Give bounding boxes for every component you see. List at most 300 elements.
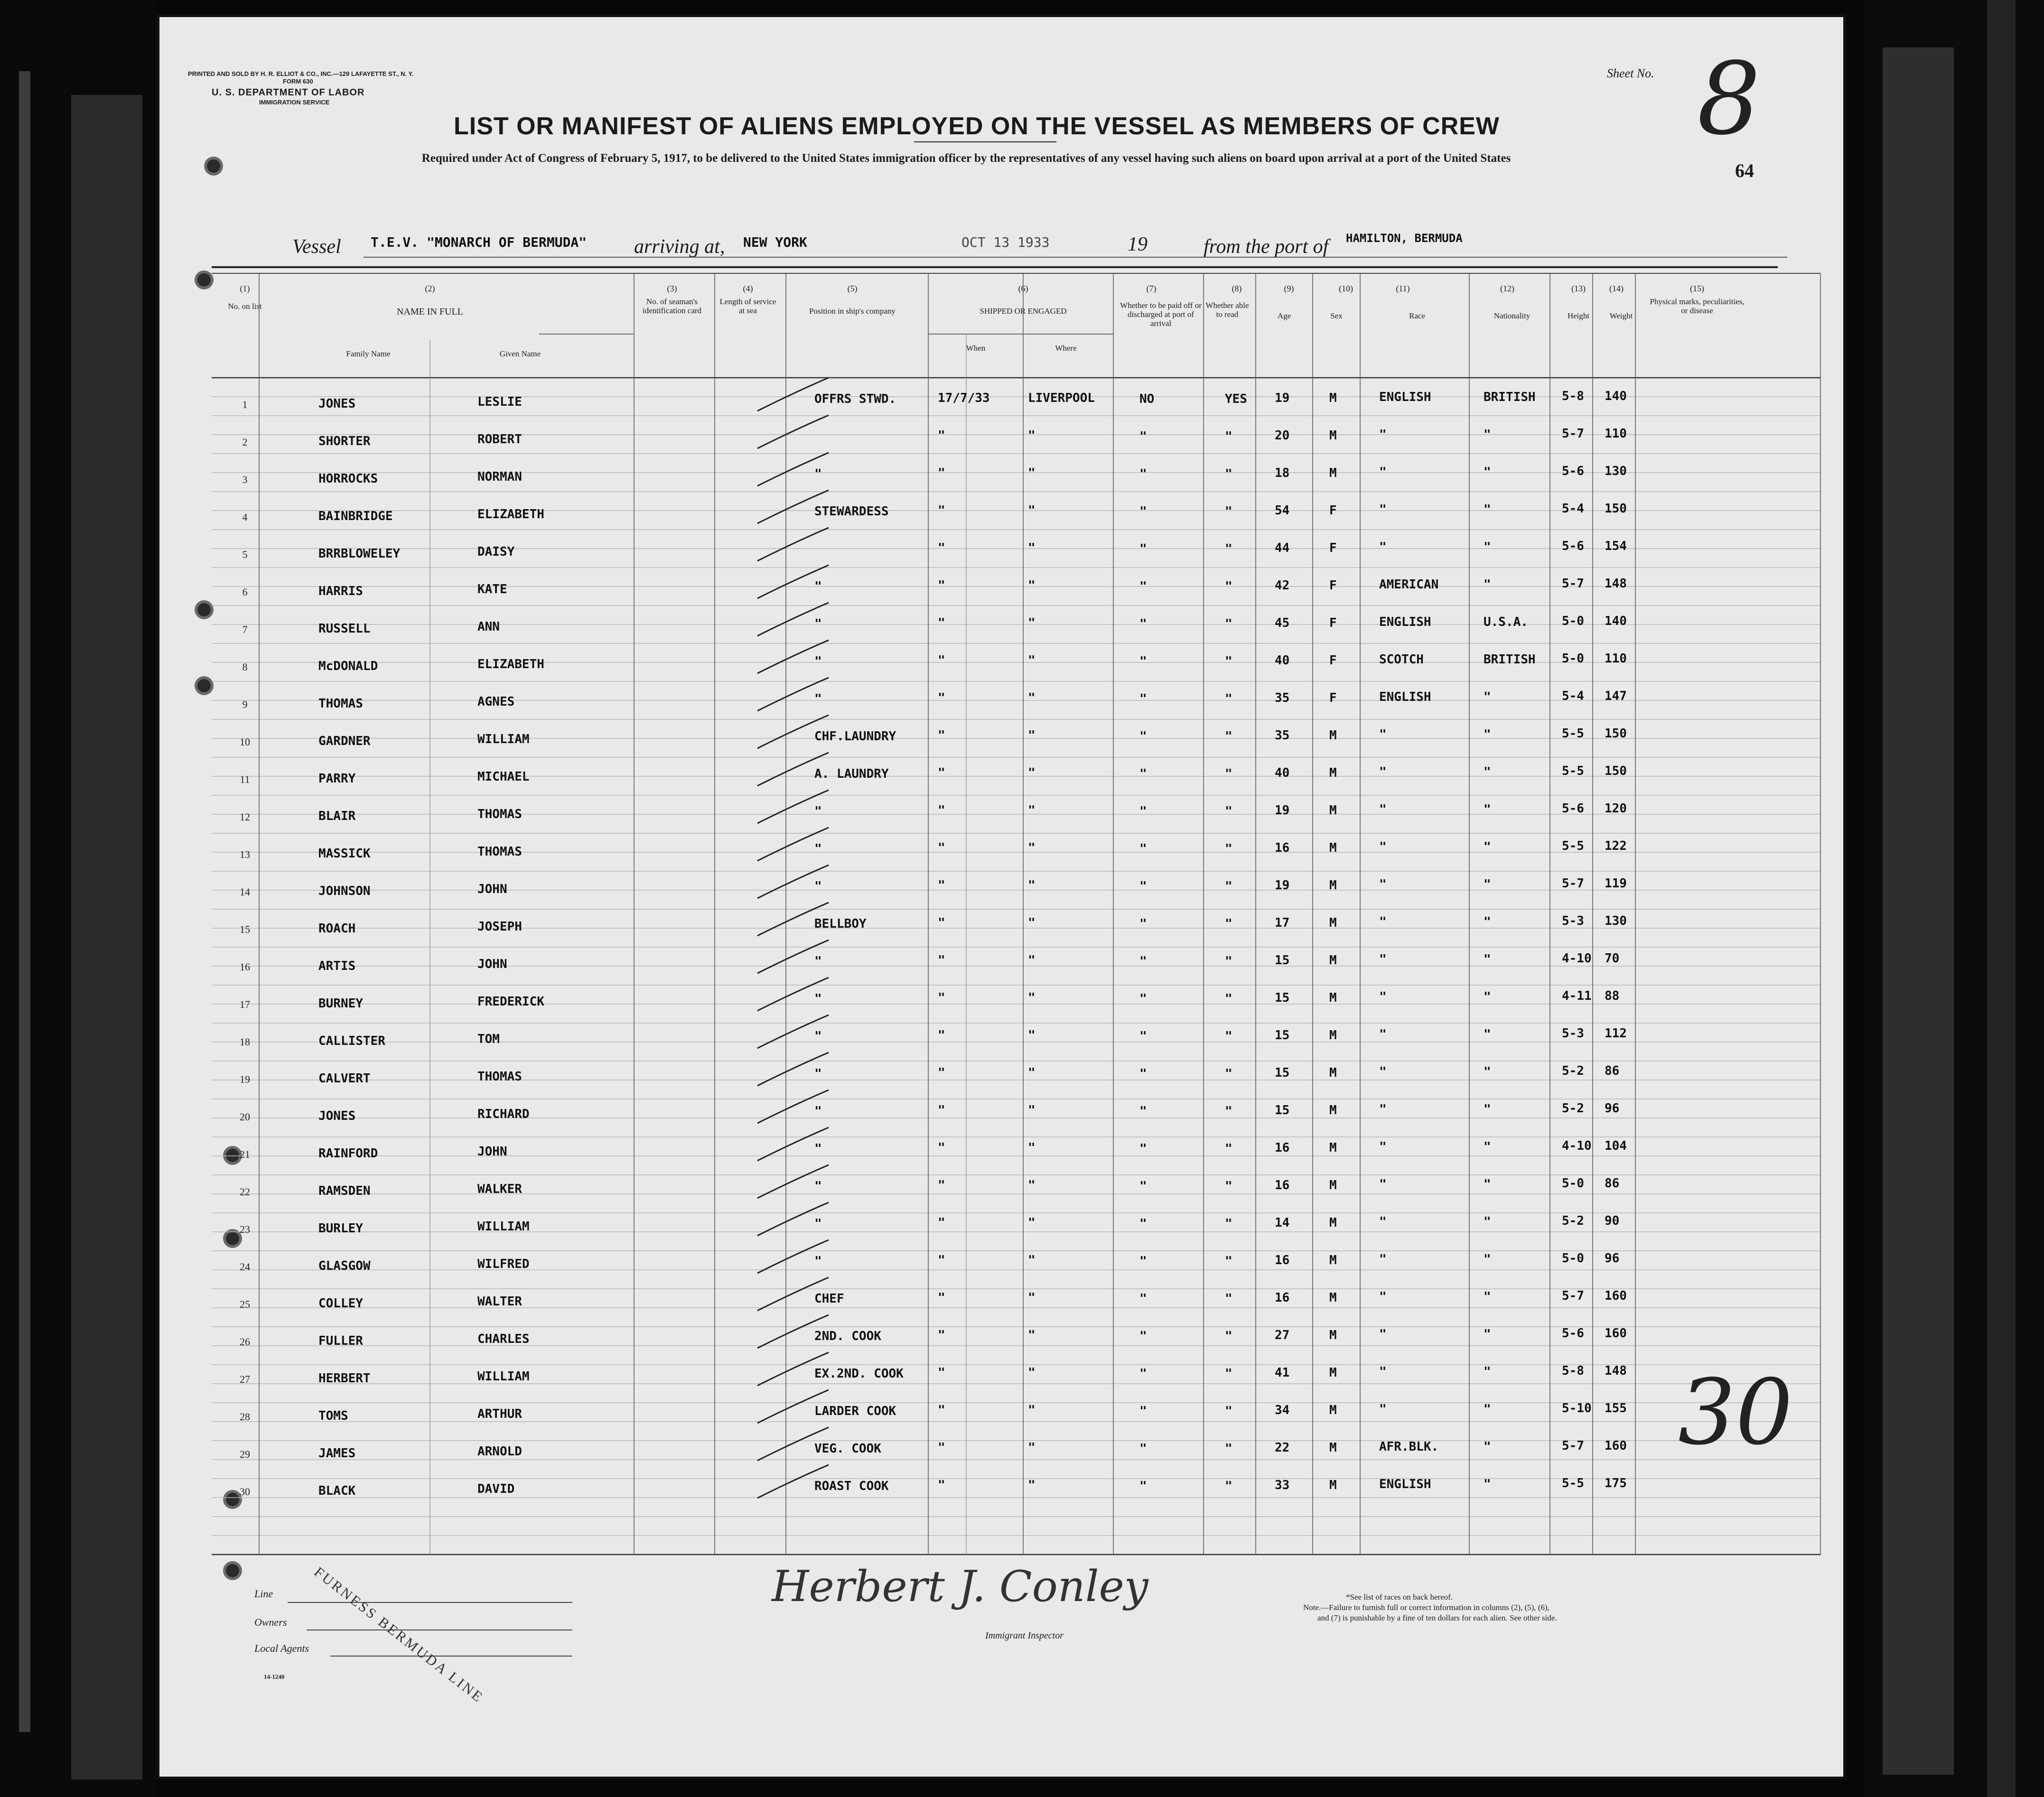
paid-off: " [1139,654,1147,669]
height: 5-8 [1562,389,1584,403]
sex: F [1329,578,1337,593]
sex: F [1329,653,1337,668]
shipped-when: " [938,1178,945,1192]
height: 5-0 [1562,652,1584,666]
position: " [814,467,822,481]
height: 5-0 [1562,1251,1584,1266]
paid-off: " [1139,1179,1147,1193]
paid-off: " [1139,1292,1147,1306]
shipped-where: " [1028,1141,1036,1155]
race: " [1379,952,1387,967]
height: 5-7 [1562,876,1584,891]
given-name: ROBERT [477,432,522,447]
paid-off: " [1139,504,1147,519]
height: 5-3 [1562,914,1584,928]
able-to-read: " [1225,1479,1232,1493]
paid-off: " [1139,1104,1147,1118]
age: 33 [1275,1478,1290,1492]
family-name: RAINFORD [318,1146,378,1161]
departure-port: HAMILTON, BERMUDA [1346,232,1463,245]
row-number: 6 [242,586,248,598]
nationality: " [1484,1177,1491,1192]
paid-off: " [1139,767,1147,781]
shipped-where: " [1028,1253,1036,1267]
column-header-height: Height [1567,311,1590,320]
height: 5-6 [1562,464,1584,478]
column-number: (5) [847,284,858,293]
footer-form-code: 14-1240 [264,1673,285,1680]
family-name: BURLEY [318,1221,363,1236]
row-number: 12 [240,811,250,823]
nationality: " [1484,1365,1491,1379]
line-stamp: FURNESS BERMUDA LINE [311,1564,487,1706]
sheet-label: Sheet No. [1607,66,1654,80]
row-number: 4 [242,511,248,523]
vessel-label: Vessel [292,236,341,258]
height: 5-2 [1562,1101,1584,1116]
shipped-where: " [1028,578,1036,593]
age: 19 [1275,391,1290,405]
binder-left-edge [0,0,157,1797]
column-number: (4) [743,284,753,293]
paid-off: NO [1139,392,1155,406]
weight: 140 [1605,389,1627,403]
position: CHEF [814,1292,844,1306]
row-number: 24 [240,1261,250,1273]
nationality: " [1484,1215,1491,1229]
age: 14 [1275,1216,1290,1230]
able-to-read: " [1225,1254,1232,1268]
position: " [814,1179,822,1193]
shipped-where: " [1028,616,1036,630]
height: 5-5 [1562,764,1584,778]
row-number: 11 [240,773,250,785]
column-number: (11) [1396,284,1410,293]
sheet-number: 8 [1697,41,1761,157]
family-name: SHORTER [318,434,371,448]
shipped-when: " [938,653,945,668]
page-number: 64 [1735,160,1754,181]
given-name: LESLIE [477,395,522,409]
department-name: U. S. DEPARTMENT OF LABOR [212,87,365,98]
race: " [1379,428,1387,442]
given-name: ANN [477,620,500,634]
row-number: 7 [242,624,248,635]
shipped-where: " [1028,728,1036,743]
weight: 148 [1605,577,1627,591]
given-name: AGNES [477,695,515,709]
binder-strip [1987,0,2016,1797]
able-to-read: " [1225,804,1232,819]
sex: F [1329,616,1337,630]
weight: 120 [1605,801,1627,816]
fine-note-line2: and (7) is punishable by a fine of ten dollars for each alien. See other side. [1317,1613,1557,1622]
height: 4-11 [1562,989,1592,1003]
able-to-read: " [1225,1104,1232,1118]
able-to-read: " [1225,992,1232,1006]
binder-strip [71,95,142,1779]
height: 5-7 [1562,427,1584,441]
given-name: WALTER [477,1294,522,1309]
shipped-where: " [1028,1478,1036,1492]
race: " [1379,1365,1387,1379]
age: 16 [1275,1141,1290,1155]
nationality: " [1484,1327,1491,1341]
height: 5-0 [1562,614,1584,628]
nationality: " [1484,1252,1491,1266]
able-to-read: " [1225,954,1232,968]
given-name: ELIZABETH [477,657,544,671]
able-to-read: " [1225,1442,1232,1456]
height: 5-3 [1562,1026,1584,1041]
nationality: BRITISH [1484,652,1536,667]
able-to-read: YES [1225,392,1247,406]
race: " [1379,840,1387,854]
shipped-where: " [1028,466,1036,480]
weight: 130 [1605,464,1627,478]
nationality: U.S.A. [1484,615,1528,629]
shipped-where: " [1028,1441,1036,1455]
given-name: JOHN [477,1145,507,1159]
height: 5-4 [1562,502,1584,516]
able-to-read: " [1225,467,1232,481]
able-to-read: " [1225,1067,1232,1081]
paid-off: " [1139,1479,1147,1493]
sex: M [1329,391,1337,405]
nationality: " [1484,990,1491,1004]
column-header-physical: Physical marks, peculiarities, or disease [1650,297,1745,315]
race: " [1379,1065,1387,1079]
column-number: (1) [240,284,250,293]
column-header-weight: Weight [1609,311,1633,320]
paid-off: " [1139,842,1147,856]
given-name: FREDERICK [477,995,544,1009]
family-name: BLACK [318,1484,356,1498]
shipped-when: " [938,841,945,855]
able-to-read: " [1225,1292,1232,1306]
shipped-when: " [938,766,945,780]
shipped-where: " [1028,1403,1036,1417]
paid-off: " [1139,804,1147,819]
able-to-read: " [1225,654,1232,669]
shipped-where: " [1028,541,1036,555]
race: ENGLISH [1379,690,1431,704]
line-label: Line [254,1588,273,1600]
given-name: JOSEPH [477,920,522,934]
shipped-where: " [1028,878,1036,893]
inspector-label: Immigrant Inspector [985,1630,1064,1641]
binder-strip [19,71,30,1732]
given-name: WILLIAM [477,1369,530,1384]
row-number: 5 [242,549,248,560]
sex: M [1329,991,1337,1005]
able-to-read: " [1225,1329,1232,1343]
shipped-when: " [938,1366,945,1380]
row-number: 9 [242,698,248,710]
age: 15 [1275,1066,1290,1080]
weight: 96 [1605,1101,1620,1116]
row-number: 1 [242,399,248,410]
ledger-grid [159,17,1843,1777]
weight: 130 [1605,914,1627,928]
nationality: " [1484,1477,1491,1491]
handwritten-total: 30 [1678,1360,1793,1465]
weight: 90 [1605,1214,1620,1228]
weight: 147 [1605,689,1627,703]
column-header-length-service: Length of service at sea [719,297,776,315]
paid-off: " [1139,954,1147,968]
shipped-when: " [938,1216,945,1230]
owners-field [307,1629,572,1630]
given-name: ARTHUR [477,1407,522,1421]
weight: 150 [1605,502,1627,516]
shipped-when: " [938,728,945,743]
paid-off: " [1139,879,1147,894]
column-header-where: Where [1055,344,1077,353]
nationality: BRITISH [1484,390,1536,404]
nationality: " [1484,690,1491,704]
nationality: " [1484,952,1491,967]
column-number: (10) [1339,284,1353,293]
column-number: (3) [667,284,677,293]
printer-line: PRINTED AND SOLD BY H. R. ELLIOT & CO., INC.—129 LAFAYETTE ST., N. Y. [188,70,414,77]
given-name: JOHN [477,957,507,971]
paid-off: " [1139,692,1147,706]
column-header-shipped: SHIPPED OR ENGAGED [980,307,1067,316]
sex: M [1329,1441,1337,1455]
sex: M [1329,766,1337,780]
race: " [1379,990,1387,1004]
given-name: WALKER [477,1182,522,1196]
weight: 96 [1605,1251,1620,1266]
age: 35 [1275,691,1290,705]
nationality: " [1484,915,1491,929]
shipped-when: " [938,953,945,968]
row-number: 8 [242,661,248,673]
sex: M [1329,1253,1337,1267]
family-name: HORROCKS [318,472,378,486]
shipped-when: " [938,466,945,480]
paid-off: " [1139,542,1147,556]
given-name: WILFRED [477,1257,530,1271]
nationality: " [1484,727,1491,742]
column-number: (8) [1232,284,1242,293]
shipped-when: " [938,503,945,518]
family-name: BURNEY [318,996,363,1011]
given-name: RICHARD [477,1107,530,1121]
shipped-where: " [1028,503,1036,518]
able-to-read: " [1225,879,1232,894]
row-number: 25 [240,1298,250,1310]
local-agents-field [330,1656,572,1657]
binder-right-edge [1864,0,2044,1797]
sex: M [1329,1028,1337,1043]
shipped-when: " [938,878,945,893]
family-name: PARRY [318,772,356,786]
weight: 119 [1605,876,1627,891]
row-number: 30 [240,1486,250,1498]
weight: 160 [1605,1289,1627,1303]
paid-off: " [1139,917,1147,931]
shipped-where: " [1028,841,1036,855]
family-name: McDONALD [318,659,378,673]
binder-strip [1883,47,1954,1775]
race: ENGLISH [1379,615,1431,629]
shipped-where: " [1028,1366,1036,1380]
height: 5-5 [1562,839,1584,853]
given-name: THOMAS [477,807,522,821]
able-to-read: " [1225,1142,1232,1156]
shipped-when: " [938,991,945,1005]
race: AFR.BLK. [1379,1440,1439,1454]
row-number: 14 [240,886,250,898]
shipped-where: " [1028,653,1036,668]
race: AMERICAN [1379,577,1439,592]
nationality: " [1484,1290,1491,1304]
able-to-read: " [1225,1404,1232,1418]
position: " [814,1067,822,1081]
given-name: KATE [477,582,507,596]
weight: 122 [1605,839,1627,853]
row-number: 18 [240,1036,250,1048]
able-to-read: " [1225,1179,1232,1193]
weight: 155 [1605,1401,1627,1415]
column-header-no: No. on list [228,302,262,311]
column-header-age: Age [1277,311,1291,320]
paid-off: " [1139,1217,1147,1231]
age: 35 [1275,728,1290,743]
sex: M [1329,1216,1337,1230]
row-number: 15 [240,923,250,935]
fine-note-line1: Note.—Failure to furnish full or correct information in columns (2), (5), (6), [1303,1603,1549,1612]
age: 40 [1275,653,1290,668]
sex: M [1329,803,1337,818]
nationality: " [1484,1140,1491,1154]
age: 22 [1275,1441,1290,1455]
family-name: BRRBLOWELEY [318,547,401,561]
row-number: 10 [240,736,250,748]
row-number: 3 [242,474,248,485]
column-number: (6) [1018,284,1028,293]
paid-off: " [1139,617,1147,631]
position: " [814,1254,822,1268]
position: " [814,954,822,968]
shipped-where: " [1028,1103,1036,1117]
nationality: " [1484,540,1491,554]
shipped-where: " [1028,1328,1036,1342]
position: " [814,617,822,631]
shipped-when: " [938,1403,945,1417]
owners-label: Owners [254,1616,287,1628]
family-name: JOHNSON [318,884,371,898]
position: EX.2ND. COOK [814,1367,904,1381]
nationality: " [1484,1402,1491,1416]
family-name: HERBERT [318,1371,371,1386]
weight: 88 [1605,989,1620,1003]
shipped-where: " [1028,991,1036,1005]
height: 5-0 [1562,1176,1584,1191]
row-number: 17 [240,998,250,1010]
age: 40 [1275,766,1290,780]
paid-off: " [1139,1404,1147,1418]
age: 41 [1275,1366,1290,1380]
height: 5-8 [1562,1364,1584,1378]
weight: 175 [1605,1476,1627,1490]
position: " [814,1217,822,1231]
sex: M [1329,1066,1337,1080]
column-header-family: Family Name [346,349,391,358]
row-number: 13 [240,848,250,860]
shipped-when: " [938,541,945,555]
position: " [814,1142,822,1156]
row-number: 22 [240,1186,250,1198]
shipped-where: " [1028,1028,1036,1043]
service-name: IMMIGRATION SERVICE [259,99,330,106]
given-name: CHARLES [477,1332,530,1346]
race: " [1379,1215,1387,1229]
column-number: (12) [1500,284,1514,293]
paid-off: " [1139,429,1147,444]
arrival-port: NEW YORK [743,234,807,250]
able-to-read: " [1225,1029,1232,1043]
sex: M [1329,728,1337,743]
shipped-where: " [1028,691,1036,705]
position: 2ND. COOK [814,1329,881,1343]
arrival-date-stamp: OCT 13 1933 [961,234,1050,250]
race: " [1379,540,1387,554]
paid-off: " [1139,1367,1147,1381]
nationality: " [1484,577,1491,592]
nationality: " [1484,877,1491,892]
row-number: 20 [240,1111,250,1123]
sex: M [1329,1178,1337,1192]
position: STEWARDESS [814,504,889,519]
nationality: " [1484,1102,1491,1117]
able-to-read: " [1225,1217,1232,1231]
shipped-where: " [1028,953,1036,968]
age: 16 [1275,1291,1290,1305]
age: 54 [1275,503,1290,518]
column-number: (9) [1284,284,1294,293]
paid-off: " [1139,1442,1147,1456]
paid-off: " [1139,1067,1147,1081]
family-name: JONES [318,397,356,411]
sex: M [1329,1291,1337,1305]
shipped-where: " [1028,1066,1036,1080]
weight: 112 [1605,1026,1627,1041]
shipped-when: " [938,1328,945,1342]
column-header-seaman-card: No. of seaman's identification card [642,297,702,315]
position: BELLBOY [814,917,867,931]
shipped-when: " [938,616,945,630]
shipped-when: " [938,1066,945,1080]
weight: 148 [1605,1364,1627,1378]
paid-off: " [1139,1254,1147,1268]
nationality: " [1484,1440,1491,1454]
column-header-paid-off: Whether to be paid off or discharged at port of arrival [1120,301,1202,328]
height: 5-4 [1562,689,1584,703]
card-check-mark [757,528,829,561]
position: VEG. COOK [814,1442,881,1456]
row-number: 27 [240,1373,250,1385]
age: 16 [1275,841,1290,855]
shipped-when: " [938,1103,945,1117]
nationality: " [1484,802,1491,817]
race: " [1379,1102,1387,1117]
age: 15 [1275,991,1290,1005]
able-to-read: " [1225,1367,1232,1381]
column-number: (2) [425,284,435,293]
